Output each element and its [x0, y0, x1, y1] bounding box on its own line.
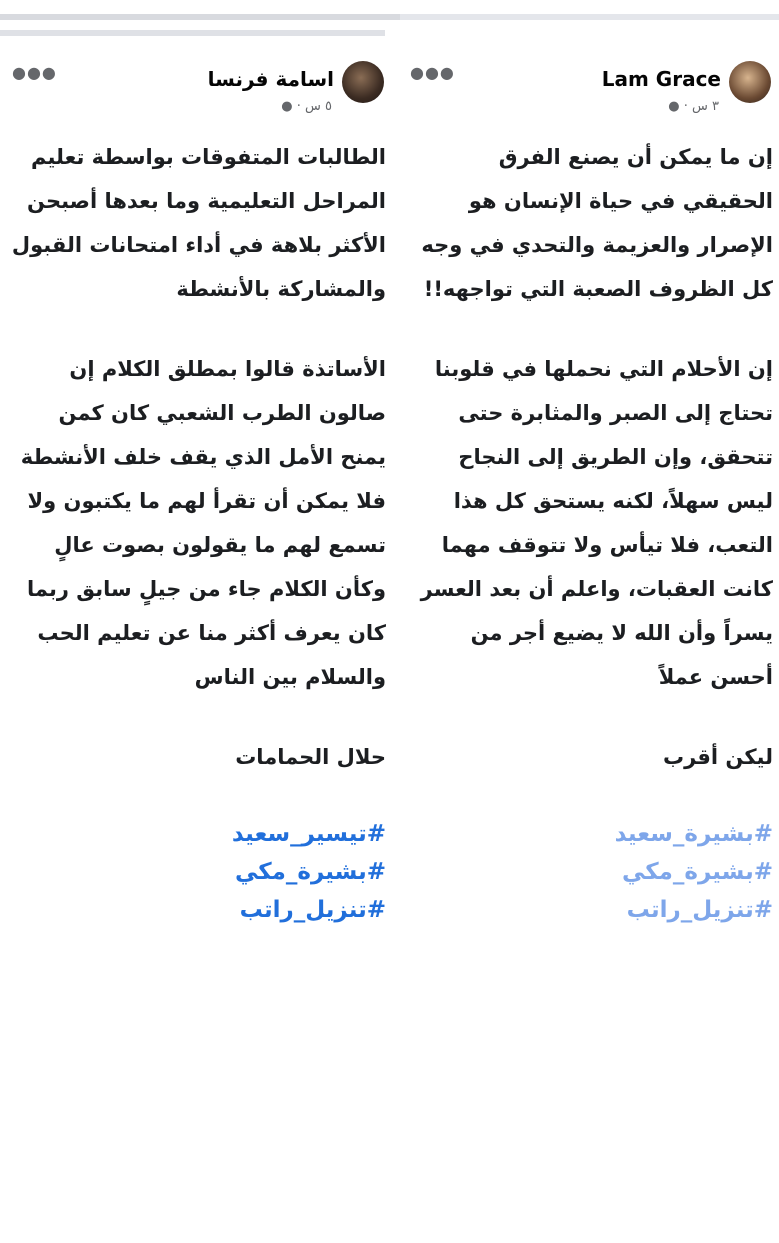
post-card — [398, 55, 779, 929]
avatar[interactable] — [342, 61, 384, 103]
hashtag-link[interactable]: #بشيرة_سعيد — [614, 821, 773, 847]
author-name[interactable]: اسامة فرنسا — [207, 67, 334, 91]
hashtag-link[interactable]: #بشيرة_مكي — [235, 859, 386, 885]
post-header — [0, 55, 392, 135]
nav-bar-stripe — [0, 14, 400, 20]
post-meta[interactable]: ٥ س · ● — [281, 99, 332, 114]
avatar[interactable] — [729, 61, 771, 103]
post-header — [398, 55, 779, 135]
author-name[interactable]: Lam Grace — [601, 67, 721, 91]
hashtag-list — [10, 815, 386, 929]
post-paragraph: ليكن أقرب — [663, 745, 773, 769]
nav-bar-stripe — [400, 14, 779, 20]
more-dots-icon[interactable]: ●●● — [410, 63, 455, 82]
more-dots-icon[interactable]: ●●● — [12, 63, 57, 82]
post-paragraph: حلال الحمامات — [235, 745, 386, 769]
top-navigation-bar — [0, 0, 779, 48]
post-body — [398, 135, 779, 929]
post-body — [0, 135, 392, 929]
post-card — [0, 55, 392, 929]
post-meta[interactable]: ٣ س · ● — [668, 99, 719, 114]
post-paragraph: إن ما يمكن أن يصنع الفرق الحقيقي في حياة الإنسان هو الإصرار والعزيمة والتحدي في وجه كل الظروف الصعبة التي تواجهه!! — [421, 145, 773, 301]
hashtag-list — [408, 815, 773, 929]
post-paragraph: الأساتذة قالوا بمطلق الكلام إن صالون الطرب الشعبي كان كمن يمنح الأمل الذي يقف خلف الأنشطة فلا يمكن أن تقرأ لهم ما يكتبون ولا تسمع لهم ما يقولون بصوت عالٍ وكأن الكلام جاء من جيلٍ سابق ربما كان يعرف أكثر منا عن تعليم الحب والسلام بين الناس — [20, 357, 386, 689]
post-paragraph: الطالبات المتفوقات بواسطة تعليم المراحل التعليمية وما بعدها أصبحن الأكثر بلاهة في أداء امتحانات القبول والمشاركة بالأنشطة — [11, 145, 386, 301]
hashtag-link[interactable]: #تيسير_سعيد — [231, 821, 386, 847]
hashtag-link[interactable]: #بشيرة_مكي — [622, 859, 773, 885]
hashtag-link[interactable]: #تنزيل_راتب — [626, 897, 773, 923]
post-paragraph: إن الأحلام التي نحملها في قلوبنا تحتاج إلى الصبر والمثابرة حتى تتحقق، وإن الطريق إلى النجاح ليس سهلاً، لكنه يستحق كل هذا التعب، فلا تيأس ولا تتوقف مهما كانت العقبات، واعلم أن بعد العسر يسراً وأن الله لا يضيع أجر من أحسن عملاً — [420, 357, 773, 689]
hashtag-link[interactable]: #تنزيل_راتب — [239, 897, 386, 923]
nav-bar-stripe — [0, 30, 385, 36]
